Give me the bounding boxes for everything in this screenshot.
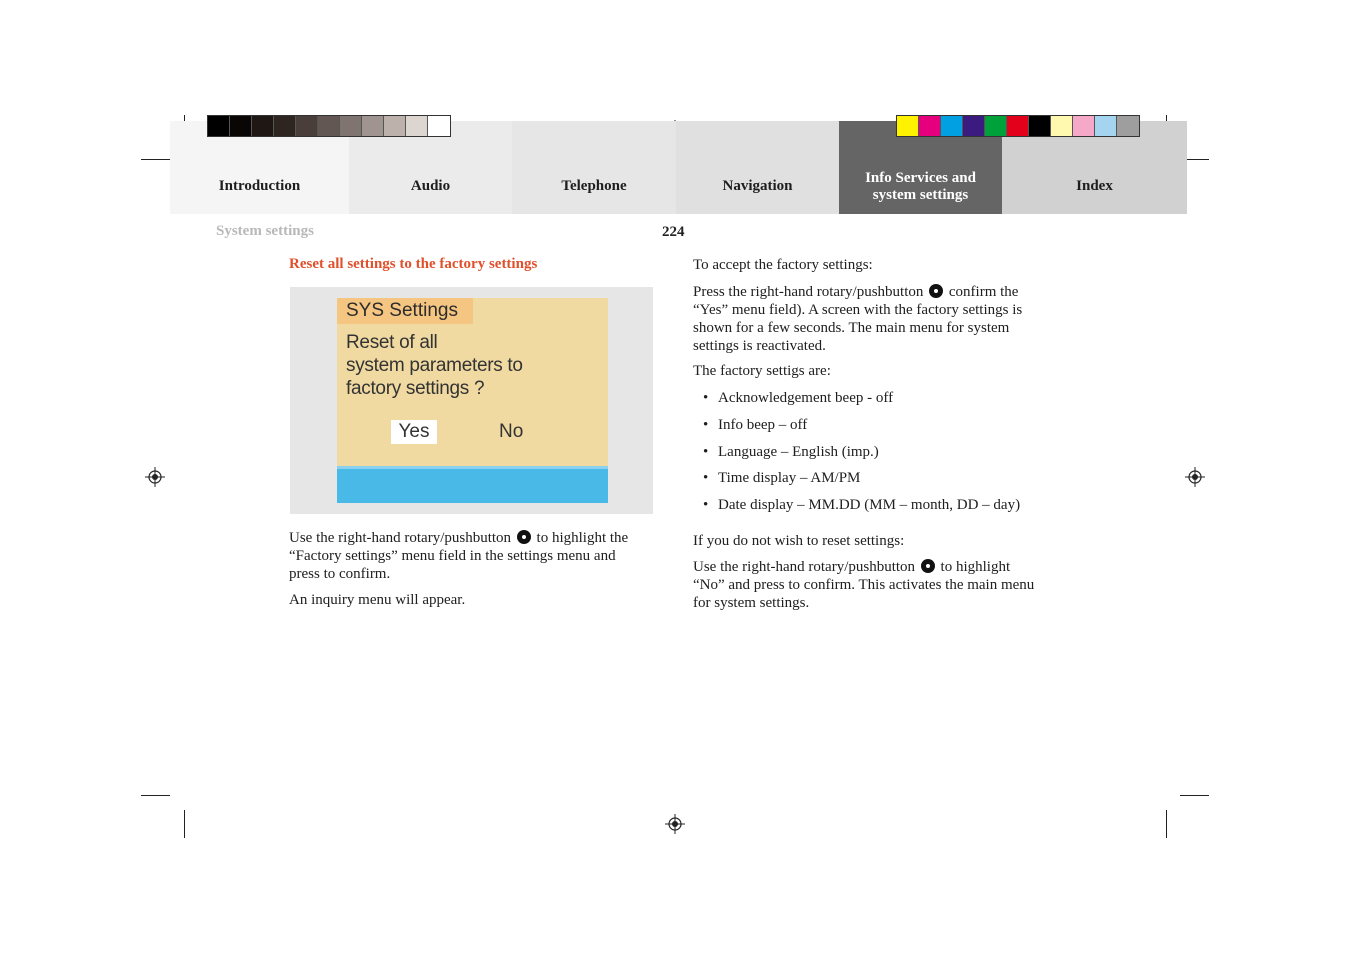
color-swatch	[1007, 116, 1029, 136]
rotary-pushbutton-icon	[517, 530, 531, 544]
color-swatch	[1095, 116, 1117, 136]
list-item-text: Language – English (imp.)	[718, 444, 879, 460]
list-item: • Language – English (imp.)	[703, 444, 879, 460]
registration-mark-icon	[1185, 467, 1205, 487]
grayscale-swatch	[318, 116, 340, 136]
screen-message-line: Reset of all	[346, 332, 438, 353]
crop-mark	[1180, 795, 1209, 796]
list-item-text: Date display – MM.DD (MM – month, DD – day)	[718, 497, 1021, 513]
grayscale-swatch	[362, 116, 384, 136]
instruction-paragraph: The factory settigs are:	[693, 363, 831, 379]
screen-no-option: No	[499, 421, 524, 442]
grayscale-swatch	[428, 116, 450, 136]
color-swatch	[1051, 116, 1073, 136]
list-item-text: Acknowledgement beep - off	[718, 390, 894, 406]
instruction-paragraph: To accept the factory settings:	[693, 257, 873, 273]
tab-label: Introduction	[218, 178, 301, 194]
paragraph-text: “No” and press to confirm. This activates the main menu	[693, 577, 1035, 593]
rotary-pushbutton-icon	[921, 559, 935, 573]
tab-label: Navigation	[722, 178, 793, 194]
color-swatch	[1073, 116, 1095, 136]
paragraph-text: to highlight the	[536, 530, 629, 546]
grayscale-swatch	[208, 116, 230, 136]
crop-mark	[1166, 810, 1167, 838]
paragraph-text: “Yes” menu field). A screen with the factory settings is	[693, 302, 1023, 318]
paragraph-text: press to confirm.	[289, 566, 391, 582]
color-swatch	[985, 116, 1007, 136]
color-swatch	[941, 116, 963, 136]
list-item: • Acknowledgement beep - off	[703, 390, 894, 406]
paragraph-text: to highlight	[940, 559, 1011, 575]
list-item-text: Info beep – off	[718, 417, 808, 433]
tab-label: Info Services and system settings	[865, 170, 976, 203]
instruction-paragraph	[693, 283, 1073, 355]
tab-label: Index	[1076, 178, 1113, 194]
list-item: • Date display – MM.DD (MM – month, DD – day)	[703, 497, 1021, 513]
paragraph-text: Use the right-hand rotary/pushbutton	[693, 559, 916, 575]
screen-title: SYS Settings	[337, 298, 473, 324]
instruction-paragraph	[693, 558, 1073, 612]
grayscale-swatch	[252, 116, 274, 136]
instruction-paragraph: An inquiry menu will appear.	[289, 592, 466, 608]
grayscale-swatch	[340, 116, 362, 136]
registration-mark-icon	[665, 814, 685, 834]
registration-mark-icon	[145, 467, 165, 487]
tab-telephone[interactable]	[512, 121, 676, 214]
display-screen	[337, 298, 608, 503]
grayscale-swatch	[384, 116, 406, 136]
grayscale-swatch	[230, 116, 252, 136]
list-item: • Info beep – off	[703, 417, 808, 433]
paragraph-text: Use the right-hand rotary/pushbutton	[289, 530, 512, 546]
screen-message-line: system parameters to	[346, 355, 523, 376]
instruction-paragraph	[289, 529, 669, 583]
tab-label: Telephone	[561, 178, 627, 194]
color-swatch	[963, 116, 985, 136]
grayscale-swatch	[296, 116, 318, 136]
paragraph-text: confirm the	[948, 284, 1019, 300]
tab-navigation[interactable]	[676, 121, 839, 214]
color-swatch	[897, 116, 919, 136]
screen-message-line: factory settings ?	[346, 378, 485, 399]
rotary-pushbutton-icon	[929, 284, 943, 298]
section-heading: Reset all settings to the factory settings	[289, 256, 538, 272]
tab-label: Audio	[410, 178, 451, 194]
crop-mark	[141, 795, 170, 796]
paragraph-text: settings is reactivated.	[693, 338, 826, 354]
crop-mark	[141, 159, 170, 160]
crop-mark	[184, 810, 185, 838]
screen-message	[346, 331, 601, 400]
paragraph-text: shown for a few seconds. The main menu for system	[693, 320, 1010, 336]
grayscale-swatch	[274, 116, 296, 136]
paragraph-text: “Factory settings” menu field in the settings menu and	[289, 548, 616, 564]
list-item-text: Time display – AM/PM	[718, 470, 861, 486]
color-calibration-bar	[896, 115, 1140, 137]
list-item: • Time display – AM/PM	[703, 470, 861, 486]
color-swatch	[1029, 116, 1051, 136]
color-swatch	[1117, 116, 1139, 136]
screen-yes-option: Yes	[391, 420, 437, 444]
page-number: 224	[662, 224, 685, 240]
screen-status-bar	[337, 466, 608, 503]
paragraph-text: for system settings.	[693, 595, 810, 611]
grayscale-swatch	[406, 116, 428, 136]
section-label: System settings	[216, 223, 314, 239]
instruction-paragraph: If you do not wish to reset settings:	[693, 533, 905, 549]
color-swatch	[919, 116, 941, 136]
paragraph-text: Press the right-hand rotary/pushbutton	[693, 284, 924, 300]
grayscale-color-bar	[207, 115, 451, 137]
